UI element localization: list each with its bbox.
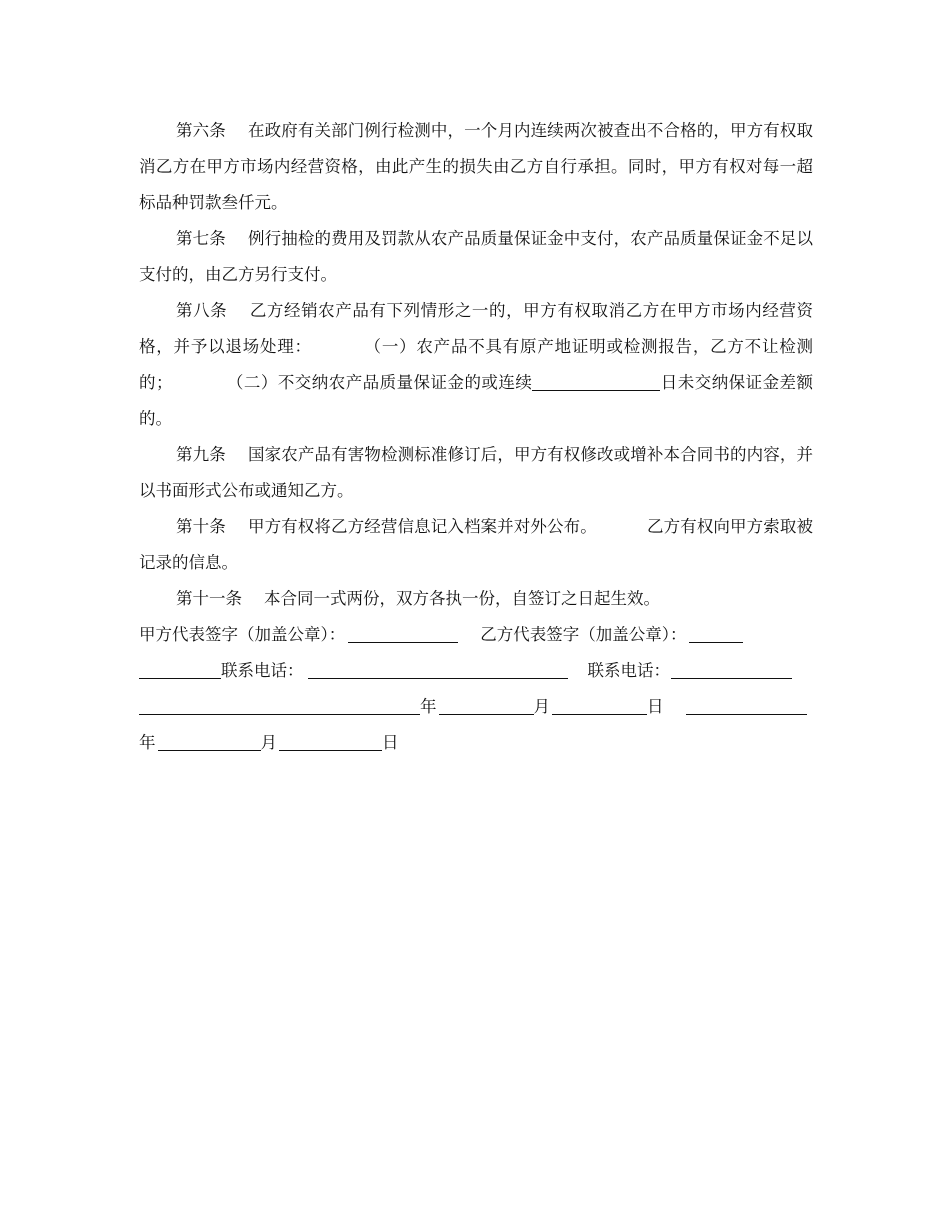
phone-b-label: 联系电话： [587, 661, 670, 680]
article-item-2-end: 日未交纳保证金差额的。 [139, 373, 814, 428]
date-day-blank-a [552, 713, 647, 715]
phone-line [139, 653, 813, 689]
article-6 [139, 113, 813, 221]
article-text: 本合同一式两份，双方各执一份，自签订之日起生效。 [264, 589, 660, 608]
article-number: 第七条 [176, 229, 226, 248]
article-number: 第八条 [176, 301, 228, 320]
date-line-a [139, 689, 813, 725]
article-11 [139, 581, 813, 617]
party-a-sign-blank [348, 641, 458, 643]
date-month-blank-b [158, 749, 261, 751]
party-b-sign-label: 乙方代表签字（加盖公章）： [480, 625, 687, 644]
article-10 [139, 509, 813, 581]
date-day-a: 日 [647, 697, 664, 716]
signature-line [139, 617, 813, 653]
article-number: 第十条 [176, 517, 226, 536]
fill-blank-days [532, 389, 660, 391]
article-item-2: （二）不交纳农产品质量保证金的或连续 [226, 373, 533, 392]
article-text-2: 乙方有权向甲方索取被记录的信息。 [139, 517, 814, 572]
party-b-sign-blank [689, 641, 743, 643]
phone-a-blank [308, 677, 568, 679]
date-year-a: 年 [420, 697, 437, 716]
article-number: 第十一条 [176, 589, 242, 608]
party-b-sign-blank-cont [139, 677, 221, 679]
article-number: 第九条 [176, 445, 226, 464]
phone-b-blank-cont [139, 713, 420, 715]
article-text: 在政府有关部门例行检测中，一个月内连续两次被查出不合格的，甲方有权取消乙方在甲方市场内经营资格，由此产生的损失由乙方自行承担。同时，甲方有权对每一超标品种罚款叁仟元。 [139, 121, 814, 212]
date-day-blank-b [279, 749, 382, 751]
article-8 [139, 293, 813, 437]
contract-page [139, 113, 813, 761]
article-text: 国家农产品有害物检测标准修订后，甲方有权修改或增补本合同书的内容，并以书面形式公布或通知乙方。 [139, 445, 814, 500]
date-month-a: 月 [533, 697, 550, 716]
article-number: 第六条 [176, 121, 226, 140]
phone-a-label: 联系电话： [221, 661, 304, 680]
article-text: 乙方经销农产品有下列情形之一的，甲方有权取消乙方在甲方市场内经营资格，并予以退场处理： [139, 301, 813, 356]
party-a-sign-label: 甲方代表签字（加盖公章）： [139, 625, 346, 644]
date-year-blank-b [686, 713, 807, 715]
phone-b-blank [671, 677, 792, 679]
date-year-b: 年 [139, 733, 156, 752]
date-day-b: 日 [382, 733, 399, 752]
article-text: 例行抽检的费用及罚款从农产品质量保证金中支付，农产品质量保证金不足以支付的，由乙方另行支付。 [139, 229, 814, 284]
article-7 [139, 221, 813, 293]
article-item-1: （一）农产品不具有原产地证明或检测报告，乙方不让检测的； [139, 337, 814, 392]
date-month-b: 月 [260, 733, 277, 752]
article-9 [139, 437, 813, 509]
article-text: 甲方有权将乙方经营信息记入档案并对外公布。 [247, 517, 597, 536]
date-month-blank-a [439, 713, 534, 715]
date-line-b [139, 725, 813, 761]
